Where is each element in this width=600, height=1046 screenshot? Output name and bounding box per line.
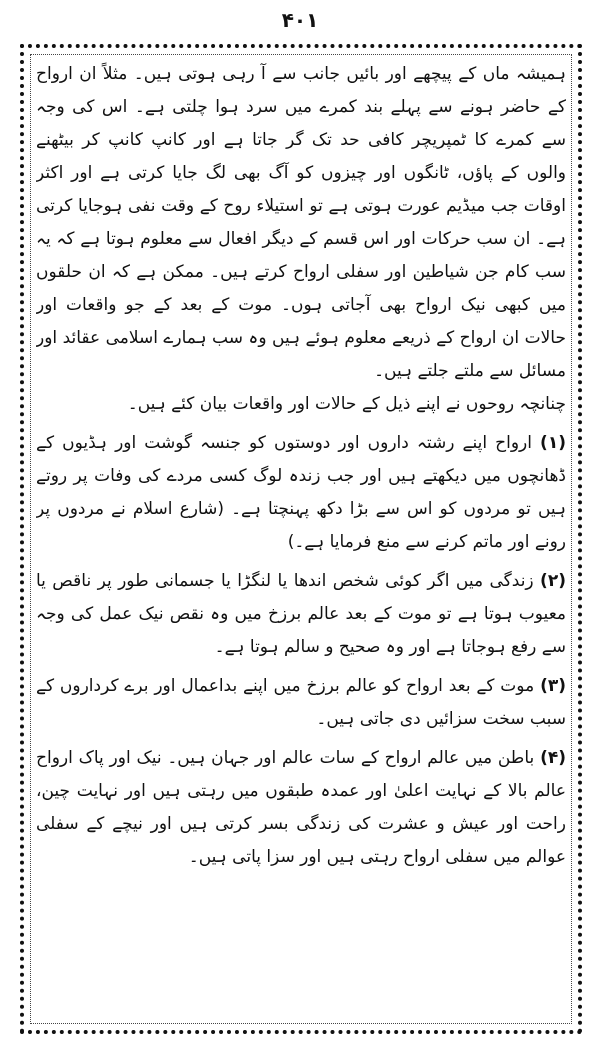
paragraph-item-3 [36,670,566,736]
page-body [36,58,566,1026]
page-number: ۴۰۱ [281,8,319,32]
item-text: ارواح اپنے رشتہ داروں اور دوستوں کو جنسہ گوشت اور ہڈیوں کے ڈھانچوں میں دیکھتے ہیں اور جب زندہ لوگ کسی مردے کی وفات پر روتے ہیں تو مردوں کو اس سے بڑا دکھ پہنچتا ہے۔ (شارع اسلام نے مردوں پر رونے اور ماتم کرنے سے منع فرمایا ہے۔) [36,433,566,552]
item-text: باطن میں عالم ارواح کے سات عالم اور جہان ہیں۔ نیک اور پاک ارواح عالم بالا کے نہایت اعلیٰ اور عمدہ طبقوں میں رہتی ہیں اور نہایت چین، راحت اور عیش و عشرت کی زندگی بسر کرتی ہیں اور نیچے کے سفلی عوالم میں سفلی ارواح رہتی ہیں اور سزا پاتی ہیں۔ [36,748,566,867]
paragraph-lead: چنانچہ روحوں نے اپنے ذیل کے حالات اور واقعات بیان کئے ہیں۔ [127,394,566,414]
paragraph-item-1 [36,427,566,559]
paragraph-item-2 [36,565,566,664]
paragraph-item-4 [36,742,566,874]
item-text: زندگی میں اگر کوئی شخص اندھا یا لنگڑا یا جسمانی طور پر ناقص یا معیوب ہوتا ہے تو موت کے بعد عالم برزخ میں وہ نقص نیک عمل کی وجہ سے رفع ہوجاتا ہے اور وہ صحیح و سالم ہوتا ہے۔ [36,571,566,657]
item-number: (۲) [540,571,566,591]
item-text: موت کے بعد ارواح کو عالم برزخ میں اپنے بداعمال اور برے کرداروں کے سبب سخت سزائیں دی جاتی ہیں۔ [36,676,566,729]
item-number: (۴) [540,748,566,768]
paragraph-intro: ہمیشہ ماں کے پیچھے اور بائیں جانب سے آ رہی ہوتی ہیں۔ مثلاً ان ارواح کے حاضر ہونے سے پہلے بند کمرے میں سرد ہوا چلتی ہے۔ اس کی وجہ سے کمرے کا ٹمپریچر کافی حد تک گر جاتا ہے اور کانپ کانپ کر بیٹھنے والوں کے پاؤں، ٹانگوں اور چیزوں کو آگ بھی لگ جایا کرتی ہے اور اکثر اوقات جب میڈیم عورت ہوتی ہے تو استیلاء روح کے وقت نفی ہوجایا کرتی ہے۔ ان سب حرکات اور اس قسم کے دیگر افعال سے معلوم ہوتا ہے کہ یہ سب کام جن شیاطین اور سفلی ارواح کرتے ہیں۔ ممکن ہے کہ ان حلقوں میں کبھی نیک ارواح بھی آجاتی ہوں۔ موت کے بعد کے جو واقعات اور حالات ان ارواح کے ذریعے معلوم ہوئے ہیں وہ سب ہمارے اسلامی عقائد اور مسائل سے ملتے جلتے ہیں۔ [36,64,566,381]
item-number: (۱) [540,433,566,453]
item-number: (۳) [540,676,566,696]
